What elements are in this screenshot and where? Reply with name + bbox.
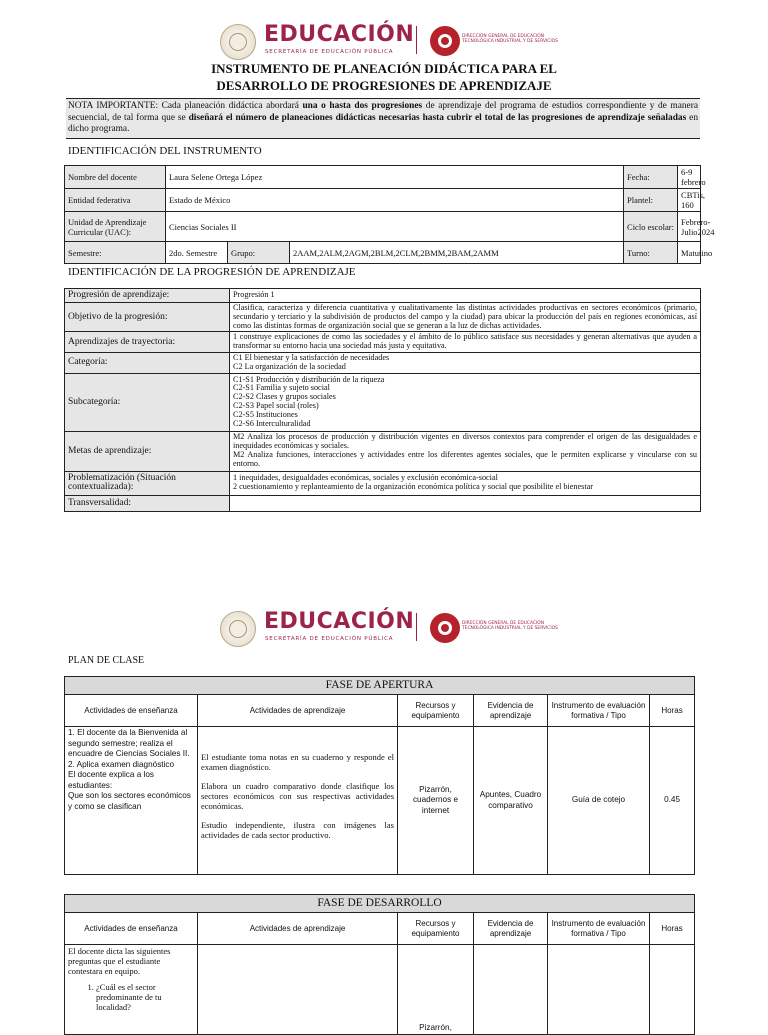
header-teach: Actividades de enseñanza — [65, 913, 198, 945]
progression-line: C2-S2 Clases y grupos sociales — [233, 392, 336, 402]
brand-subtitle: SECRETARÍA DE EDUCACIÓN PÚBLICA — [265, 49, 394, 55]
question-item: 1. ¿Cuál es el sector predominante de tu localidad? — [96, 982, 194, 1012]
docente-value: Laura Selene Ortega López — [166, 166, 624, 189]
document-title: INSTRUMENTO DE PLANEACIÓN DIDÁCTICA PARA EL DESARROLLO DE PROGRESIONES DE APRENDIZAJE — [211, 61, 557, 93]
progression-line: Progresión 1 — [233, 290, 275, 300]
progression-row-label: Subcategoría: — [65, 373, 230, 431]
semestre-label: Semestre: — [65, 242, 166, 264]
progression-line: C1 El bienestar y la satisfacción de necesidades — [233, 352, 390, 362]
dgeti-gear-icon — [430, 26, 460, 56]
desarrollo-title: FASE DE DESARROLLO — [65, 895, 695, 913]
desarrollo-evidence — [474, 945, 548, 1035]
progression-row — [65, 431, 701, 471]
apertura-learn-cell: El estudiante toma notas en su cuaderno y responde el examen diagnóstico. Elabora un cuadro comparativo donde clasifique los sectores económicos con sus respectivas actividades económicas. Estudio independiente, ilustra con imágenes las actividades de cada sector productivo. — [198, 727, 398, 875]
progression-line: 2 cuestionamiento y replanteamiento de la organización económica política y social que posibilite el bienestar — [233, 482, 593, 492]
desarrollo-instrument — [548, 945, 650, 1035]
desarrollo-learn-cell — [198, 945, 398, 1035]
progression-line: C2 La organización de la sociedad — [233, 361, 346, 371]
progression-row — [65, 332, 701, 353]
fecha-value: 6-9 febrero — [678, 166, 701, 189]
header-hours: Horas — [650, 695, 695, 727]
dgeti-gear-icon — [430, 613, 460, 643]
progression-row-label: Progresión de aprendizaje: — [65, 289, 230, 303]
progression-row — [65, 495, 701, 511]
progression-heading: IDENTIFICACIÓN DE LA PROGRESIÓN DE APRENDIZAJE — [68, 266, 356, 278]
progression-row-value — [230, 431, 701, 471]
progression-row-label: Metas de aprendizaje: — [65, 431, 230, 471]
header-resources: Recursos y equipamiento — [398, 695, 474, 727]
ciclo-value: Febrero-Julio2024 — [678, 212, 701, 242]
progression-row-label: Transversalidad: — [65, 495, 230, 511]
desarrollo-teach-cell: El docente dicta las siguientes preguntas que el estudiante contestara en equipo. 1. ¿Cuál es el sector predominante de tu localidad? — [65, 945, 198, 1035]
apertura-hours: 0.45 — [650, 727, 695, 875]
brand-name: EDUCACIÓN — [264, 22, 415, 47]
progression-row-value — [230, 352, 701, 373]
plantel-label: Plantel: — [624, 189, 678, 212]
progression-row — [65, 352, 701, 373]
turno-label: Turno: — [624, 242, 678, 264]
desarrollo-resources: Pizarrón, — [398, 945, 474, 1035]
progression-line: C2-S5 Instituciones — [233, 409, 298, 419]
progression-row-label: Problematización (Situación contextualizada): — [65, 471, 230, 495]
progression-row-value — [230, 303, 701, 332]
progression-line: C2-S1 Familia y sujeto social — [233, 383, 330, 393]
progression-line: Clasifica, caracteriza y diferencia cuantitativa y cualitativamente las distintas actividades productivas en sectores económicos (primario, secundario y terciario y la subdivisión de productos del campo y la ciudad) para ubicar la producción del país en regiones económicas, así como las distintas formas de organización social que se generan a la luz de dichas actividades. — [233, 303, 697, 330]
progression-row-label: Categoría: — [65, 352, 230, 373]
progression-row — [65, 303, 701, 332]
progression-row-value — [230, 373, 701, 431]
header-learn: Actividades de aprendizaje — [198, 913, 398, 945]
plan-de-clase-label: PLAN DE CLASE — [68, 655, 145, 666]
header-teach: Actividades de enseñanza — [65, 695, 198, 727]
progression-row — [65, 289, 701, 303]
progression-row-value — [230, 289, 701, 303]
fecha-label: Fecha: — [624, 166, 678, 189]
header-divider — [416, 613, 417, 641]
progression-row-value — [230, 332, 701, 353]
important-note: NOTA IMPORTANTE: Cada planeación didáctica abordará una o hasta dos progresiones de aprendizaje del programa de estudios correspondiente y de manera secuencial, de tal forma que se diseñará el número de planeaciones didácticas necesarias hasta cubrir el total de las progresiones de aprendizaje señaladas en dicho programa. — [66, 98, 700, 139]
grupo-value: 2AAM,2ALM,2AGM,2BLM,2CLM,2BMM,2BAM,2AMM — [290, 242, 624, 264]
progression-row — [65, 471, 701, 495]
apertura-evidence: Apuntes, Cuadro comparativo — [474, 727, 548, 875]
sep-seal-icon — [220, 24, 256, 60]
desarrollo-table — [64, 894, 695, 1035]
entidad-label: Entidad federativa — [65, 189, 166, 212]
instrument-heading: IDENTIFICACIÓN DEL INSTRUMENTO — [68, 145, 262, 157]
semestre-value: 2do. Semestre — [166, 242, 228, 264]
uac-label: Unidad de Aprendizaje Curricular (UAC): — [65, 212, 166, 242]
desarrollo-hours — [650, 945, 695, 1035]
header-evidence: Evidencia de aprendizaje — [474, 695, 548, 727]
entidad-value: Estado de México — [166, 189, 624, 212]
brand-subtitle: SECRETARÍA DE EDUCACIÓN PÚBLICA — [265, 636, 394, 642]
apertura-teach-cell: 1. El docente da la Bienvenida al segundo semestre; realiza el encuadre de Ciencias Sociales II. 2. Aplica examen diagnóstico El docente explica a los estudiantes: Que son los sectores económicos y como se clasifican — [65, 727, 198, 875]
apertura-table — [64, 676, 695, 875]
ciclo-label: Ciclo escolar: — [624, 212, 678, 242]
progression-row-value — [230, 495, 701, 511]
grupo-label: Grupo: — [228, 242, 290, 264]
progression-line: C2-S3 Papel social (roles) — [233, 401, 319, 411]
apertura-title: FASE DE APERTURA — [65, 677, 695, 695]
page2-header — [0, 607, 768, 649]
page1-header — [0, 20, 768, 62]
question-list — [68, 982, 194, 1012]
progression-row-label: Objetivo de la progresión: — [65, 303, 230, 332]
progression-line: M2 Analiza funciones, interacciones y actividades entre los diferentes agentes sociales, que le permiten explicarse y vincularse con su entorno. — [233, 450, 697, 468]
header-instrument: Instrumento de evaluación formativa / Tipo — [548, 913, 650, 945]
header-divider — [416, 26, 417, 54]
progression-line: 1 inequidades, desigualdades económicas, sociales y exclusión económica-social — [233, 473, 498, 483]
dgeti-text: DIRECCIÓN GENERAL DE EDUCACIÓN TECNOLÓGICA INDUSTRIAL Y DE SERVICIOS — [462, 34, 558, 44]
header-instrument: Instrumento de evaluación formativa / Tipo — [548, 695, 650, 727]
brand-name: EDUCACIÓN — [264, 609, 415, 634]
plantel-value: CBTis, 160 — [678, 189, 701, 212]
progression-table — [64, 288, 701, 512]
apertura-instrument: Guía de cotejo — [548, 727, 650, 875]
header-evidence: Evidencia de aprendizaje — [474, 913, 548, 945]
header-resources: Recursos y equipamiento — [398, 913, 474, 945]
uac-value: Ciencias Sociales II — [166, 212, 624, 242]
progression-row — [65, 373, 701, 431]
apertura-resources: Pizarrón, cuadernos e internet — [398, 727, 474, 875]
progression-line: C1-S1 Producción y distribución de la riqueza — [233, 374, 385, 384]
dgeti-text: DIRECCIÓN GENERAL DE EDUCACIÓN TECNOLÓGICA INDUSTRIAL Y DE SERVICIOS — [462, 621, 558, 631]
sep-seal-icon — [220, 611, 256, 647]
progression-line: M2 Analiza los procesos de producción y distribución vigentes en diversos contextos para comprender el origen de las desigualdades e inequidades económicas y sociales. — [233, 432, 697, 451]
header-learn: Actividades de aprendizaje — [198, 695, 398, 727]
progression-line: 1 construye explicaciones de como las sociedades y el ámbito de lo público satisface sus necesidades y generan alternativas que ayuden a transformar su entorno hacia una sociedad más justa y equitativa. — [233, 332, 697, 351]
header-hours: Horas — [650, 913, 695, 945]
docente-label: Nombre del docente — [65, 166, 166, 189]
instrument-table — [64, 165, 715, 264]
progression-line: C2-S6 Interculturalidad — [233, 418, 311, 428]
progression-row-value — [230, 471, 701, 495]
turno-value: Matutino — [678, 242, 701, 264]
progression-row-label: Aprendizajes de trayectoria: — [65, 332, 230, 353]
